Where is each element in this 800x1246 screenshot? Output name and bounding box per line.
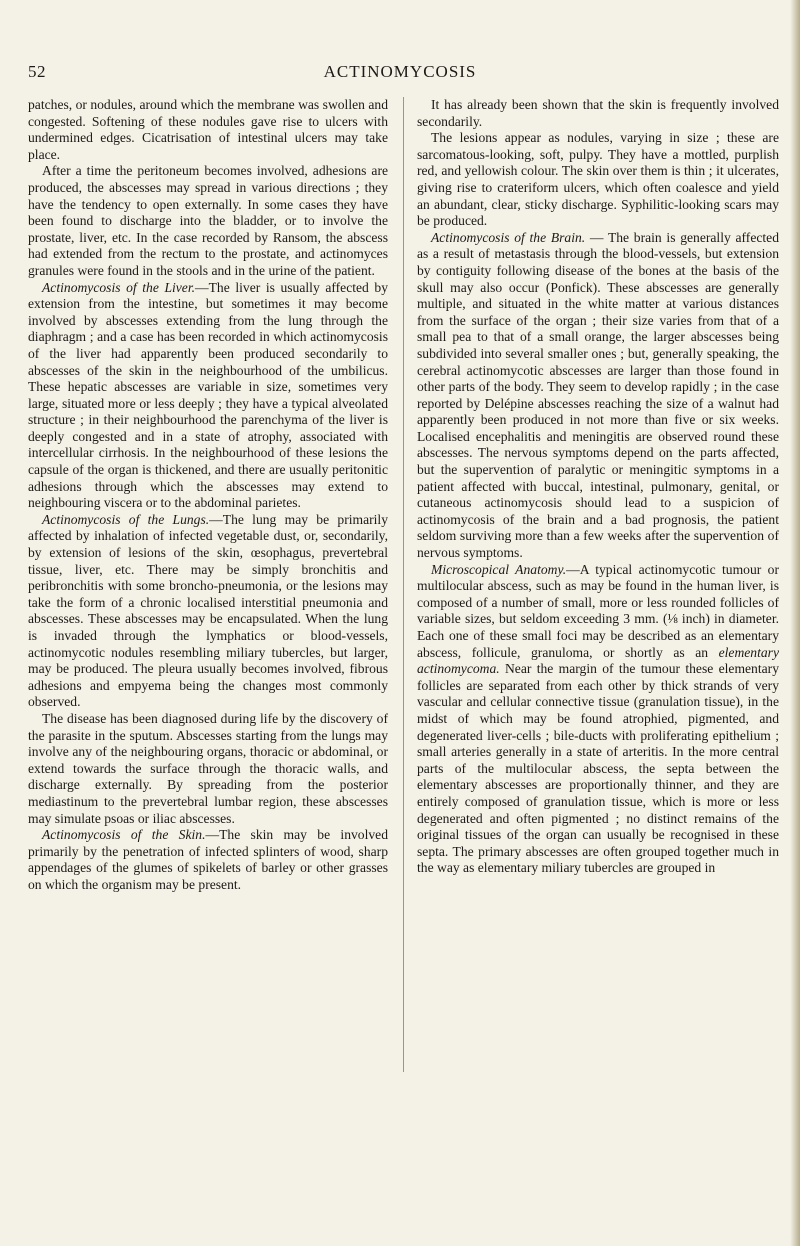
section-heading: Microscopical Anatomy. — [431, 561, 567, 577]
page-number: 52 — [28, 62, 46, 81]
section-lungs: Actinomycosis of the Lungs.—The lung may be primarily affected by inhalation of infected vegetable dust, or, secondarily, by extension of lesions of the skin, œsophagus, prevertebral tissue, liver, etc. There may be simply bronchitis and peribronchitis with some broncho-pneumonia, or the lesions may take the form of a chronic localised interstitial pneumonia and abscesses. These abscesses may be encapsulated. When the lung is invaded through the lymphatics or blood-vessels, actinomycotic nodules resembling miliary tubercles, but larger, may be produced. The pleura usually becomes involved, fibrous adhesions and empyema being the changes most commonly observed. — [28, 511, 388, 710]
paragraph: The disease has been diagnosed during life by the discovery of the parasite in the sputum. Abscesses starting from the lungs may involve any of the neighbouring organs, thoracic or abdominal, or extend towards the surface through the thoracic walls, and discharge externally. By spreading from the posterior mediastinum to the prevertebral lumbar region, these abscesses may simulate psoas or iliac abscesses. — [28, 710, 388, 826]
section-skin: Actinomycosis of the Skin.—The skin may be involved primarily by the penetration of infected splinters of wood, sharp appendages of the glumes of spikelets of barley or other grasses on which the organism may be present. — [28, 827, 389, 892]
section-heading: Actinomycosis of the Lungs. — [42, 511, 210, 527]
section-microscopical-anatomy: Microscopical Anatomy.—A typical actinomycotic tumour or multilocular abscess, such as may be found in the human liver, is composed of a number of small, more or less rounded follicles of variable sizes, but seldom exceeding 3 mm. (⅛ inch) in diameter. Each one of these small foci may be described as an elementary abscess, follicule, granuloma, or shortly as an elementary actinomycoma. Near the margin of the tumour these elementary follicles are separated from each other by thick strands of very vascular and cellular connective tissue (granulation tissue), in the midst of which may be found atrophied, pigmented, and degenerated liver-cells ; bile-ducts with proliferating epithelium ; small arteries generally in a state of arteritis. In the more central parts of the multilocular abscess, the septa between the elementary abscesses are proportionally thinner, and they are entirely composed of granulation tissue, which is more or less degenerated and often pigmented ; no distinct remains of the original tissues of the organ can usually be recognised in these septa. The primary abscesses are often grouped together much in the way as elementary miliary tubercles are grouped in — [417, 561, 780, 876]
section-brain: Actinomycosis of the Brain. — The brain is generally affected as a result of metastasis through the blood-vessels, but extension by contiguity following disease of the bones at the basis of the skull may also occur (Ponfick). These abscesses are generally multiple, and situated in the white matter at various distances from the surface of the organ ; their size varies from that of a small pea to that of a small orange, the larger abscesses being subdivided into several smaller ones ; but, generally speaking, the cerebral actinomycotic abscesses are larger than those found in other parts of the body. They seem to develop rapidly ; in the case reported by Delépine abscesses reaching the size of a walnut had apparently been produced in not more than five or six weeks. Localised encephalitis and meningitis are observed round these abscesses. The nervous symptoms depend on the parts affected, but the supervention of paralytic or meningitic symptoms in a patient affected with buccal, intestinal, pulmonary, genital, or cutaneous actinomycosis should lead to a suspicion of actinomycosis of the brain and a bad prognosis, the patient seldom surviving more than a few weeks after the supervention of nervous symptoms. — [417, 229, 779, 561]
section-heading: Actinomycosis of the Liver. — [42, 279, 196, 295]
left-column — [28, 97, 388, 894]
paragraph: patches, or nodules, around which the membrane was swollen and congested. Softening of these nodules gave rise to ulcers with undermined edges. Cicatrisation of intestinal ulcers may take place. — [28, 97, 388, 162]
section-heading: Actinomycosis of the Skin. — [42, 827, 206, 843]
section-heading: Actinomycosis of the Brain. — [431, 229, 586, 245]
column-divider — [403, 97, 404, 1072]
page-header — [28, 62, 772, 86]
running-title: ACTINOMYCOSIS — [323, 62, 477, 81]
right-column — [417, 97, 779, 877]
paragraph: After a time the peritoneum becomes involved, adhesions are produced, the abscesses may spread in various directions ; they have the tendency to open externally. In some cases they have been found to discharge into the bladder, or to involve the prostate, liver, etc. In the case recorded by Ransom, the abscess had extended from the rectum to the prostate, and actinomyces granules were found in the stools and in the urine of the patient. — [28, 163, 388, 278]
paragraph: It has already been shown that the skin is frequently involved secondarily. — [417, 97, 779, 129]
page-edge — [790, 0, 800, 1246]
emphasis-term: elementary actinomycoma. — [417, 644, 779, 677]
section-liver: Actinomycosis of the Liver.—The liver is usually affected by extension from the intestine, but sometimes it may become involved by abscesses extending from the lung through the diaphragm ; and a case has been recorded in which actinomycosis of the liver had apparently been produced secondarily to abscesses of the skin in the neighbourhood of the umbilicus. These hepatic abscesses are variable in size, sometimes very large, situated more or less deeply ; they have a typical alveolated structure ; in their neighbourhood the parenchyma of the liver is deeply congested and in a state of atrophy, associated with intercellular cirrhosis. In the neighbourhood of these lesions the capsule of the organ is thickened, and there are usually peritonitic adhesions through which the abscesses may extend to neighbouring viscera or to the abdominal parietes. — [28, 279, 389, 511]
paragraph: The lesions appear as nodules, varying in size ; these are sarcomatous-looking, soft, pulpy. They have a mottled, purplish red, and yellowish colour. The skin over them is thin ; it ulcerates, giving rise to crateriform ulcers, which often coalesce and yield an abundant, clear, sticky discharge. Syphilitic-looking scars may be produced. — [417, 130, 779, 229]
